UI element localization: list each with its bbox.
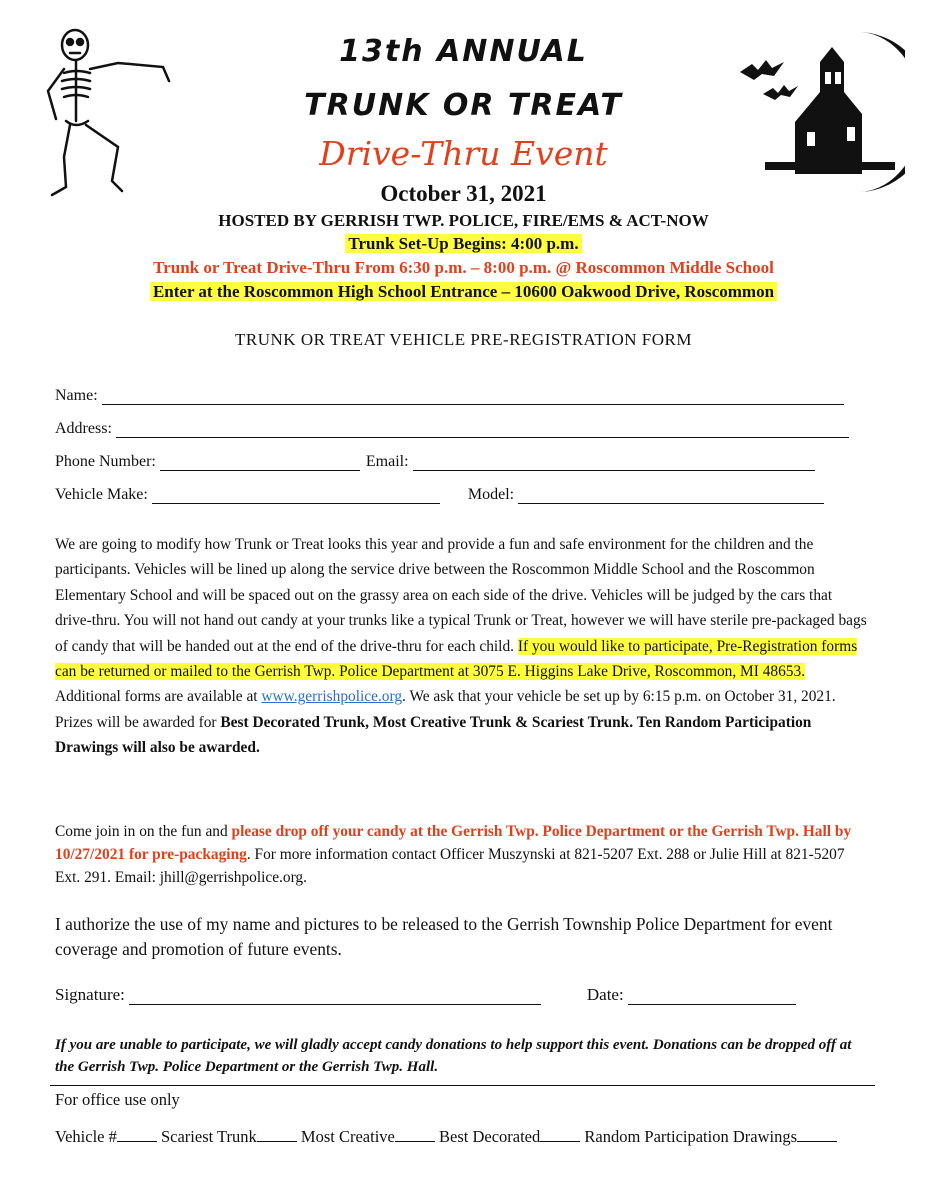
name-label: Name: bbox=[55, 387, 98, 404]
event-title-line2: TRUNK OR TREAT bbox=[304, 88, 623, 123]
hosted-by: HOSTED BY GERRISH TWP. POLICE, FIRE/EMS & ACT-NOW bbox=[218, 211, 709, 230]
donation-note: If you are unable to participate, we will gladly accept candy donations to help support this event. Donations can be dropped off at the Gerrish Twp. Police Department or the Gerrish Twp. Hall. bbox=[55, 1037, 852, 1075]
name-field[interactable] bbox=[102, 389, 844, 405]
vehicle-row bbox=[55, 486, 824, 504]
address-field[interactable] bbox=[116, 422, 849, 438]
info-paragraph bbox=[55, 532, 870, 761]
info-text-2: Additional forms are available at bbox=[55, 688, 262, 706]
email-label: Email: bbox=[365, 453, 409, 470]
signature-label: Signature: bbox=[55, 985, 125, 1004]
entrance-info-text: Enter at the Roscommon High School Entrance – 10600 Oakwood Drive, Roscommon bbox=[150, 282, 777, 301]
random-field[interactable] bbox=[797, 1127, 837, 1142]
event-date: October 31, 2021 bbox=[380, 181, 547, 206]
website-link[interactable]: www.gerrishpolice.org bbox=[261, 688, 403, 706]
drive-thru-time: Trunk or Treat Drive-Thru From 6:30 p.m. – 8:00 p.m. @ Roscommon Middle School bbox=[153, 258, 774, 277]
candy-paragraph bbox=[55, 820, 870, 889]
make-label: Vehicle Make: bbox=[55, 486, 148, 503]
decorated-field[interactable] bbox=[540, 1127, 580, 1142]
vehicle-number-field[interactable] bbox=[117, 1127, 157, 1142]
candy-dropoff-text: please drop off your candy at the Gerrish Twp. Police Department or the Gerrish Twp. Hall by 10/27/2021 for pre-packaging bbox=[55, 823, 852, 863]
name-row bbox=[55, 387, 844, 405]
info-highlight: If you would like to participate, Pre-Registration forms can be returned or mailed to the Gerrish Twp. Police Department at 3075 E. Higgins Lake Drive, Roscommon, MI 48653. bbox=[55, 637, 858, 681]
authorization-text: I authorize the use of my name and pictures to be released to the Gerrish Township Police Department for event coverage and promotion of future events. bbox=[55, 914, 833, 959]
decorated-label: Best Decorated bbox=[439, 1127, 541, 1146]
prizes-text: Best Decorated Trunk, Most Creative Trunk & Scariest Trunk. Ten Random Participation Drawings will also be awarded. bbox=[55, 713, 812, 757]
date-label: Date: bbox=[586, 985, 624, 1004]
signature-field[interactable] bbox=[129, 989, 541, 1005]
setup-time-text: Trunk Set-Up Begins: 4:00 p.m. bbox=[345, 234, 581, 253]
email-field[interactable] bbox=[413, 455, 815, 471]
event-title-line1: 13th ANNUAL bbox=[339, 34, 588, 69]
candy-text-1: Come join in on the fun and bbox=[55, 823, 232, 840]
phone-email-row bbox=[55, 453, 815, 471]
info-text-3: . We ask that your vehicle be set up by 6:15 p.m. on October 31, 2021. Prizes will be awarded for bbox=[55, 688, 836, 731]
info-text-1: We are going to modify how Trunk or Treat looks this year and provide a fun and safe environment for the children and the participants. Vehicles will be lined up along the service drive between the Roscommon Middle School and the Roscommon Elementary School and will be spaced out on the grassy area on each side of the drive. Vehicles will be judged by the cars that drive-thru. You will not hand out candy at your trunks like a typical Trunk or Treat, however we will have sterile pre-packaged bags of candy that will be handed out at the end of the drive-thru for each child. bbox=[55, 536, 867, 655]
model-label: Model: bbox=[467, 486, 515, 503]
office-use-label: For office use only bbox=[55, 1090, 180, 1109]
creative-label: Most Creative bbox=[300, 1127, 395, 1146]
scariest-field[interactable] bbox=[257, 1127, 297, 1142]
model-field[interactable] bbox=[518, 488, 824, 504]
creative-field[interactable] bbox=[395, 1127, 435, 1142]
address-row bbox=[55, 420, 849, 438]
phone-field[interactable] bbox=[160, 455, 360, 471]
random-label: Random Participation Drawings bbox=[584, 1127, 798, 1146]
address-label: Address: bbox=[55, 420, 112, 437]
make-field[interactable] bbox=[152, 488, 440, 504]
office-divider bbox=[50, 1085, 875, 1086]
form-title: TRUNK OR TREAT VEHICLE PRE-REGISTRATION FORM bbox=[235, 330, 692, 349]
candy-text-2: . For more information contact Officer Muszynski at 821-5207 Ext. 288 or Julie Hill at 821-5207 Ext. 291. Email: jhill@gerrishpolice.org. bbox=[55, 846, 845, 886]
entrance-info bbox=[0, 282, 927, 302]
signature-row bbox=[55, 985, 796, 1005]
office-tally bbox=[55, 1123, 885, 1150]
vehicle-number-label: Vehicle # bbox=[55, 1127, 117, 1146]
scariest-label: Scariest Trunk bbox=[160, 1127, 257, 1146]
setup-time bbox=[0, 234, 927, 254]
event-subtitle: Drive-Thru Event bbox=[319, 134, 608, 173]
phone-label: Phone Number: bbox=[55, 453, 156, 470]
date-field[interactable] bbox=[628, 989, 796, 1005]
